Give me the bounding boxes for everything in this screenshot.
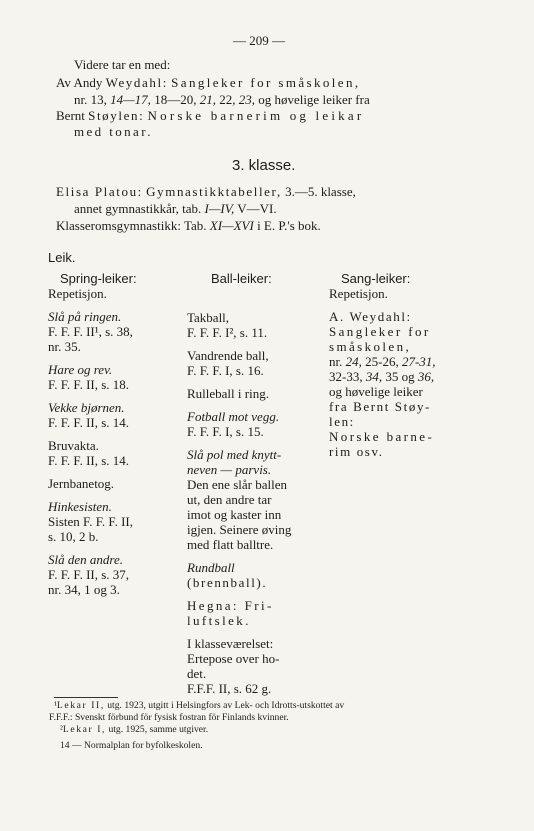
gym-line-1: Elisa Platou: Gymnastikktabeller, 3.—5. klasse,	[56, 184, 356, 199]
page-number: — 209 —	[233, 33, 285, 48]
author-stoylen: Støylen:	[88, 108, 145, 123]
footnote-rule	[54, 697, 118, 698]
col-sang-leiker: Sang-leiker: Repetisjon. A. Weydahl: Sangleker for småskolen, nr. 24, 25-26, 27-31, 32-33, 34, 35 og 36, og høvelige leiker fra Bernt Støy- len: Norske barne- rim osv.	[329, 271, 436, 459]
col2-header: Ball-leiker:	[211, 271, 272, 286]
intro-line-4: Bernt Støylen: Norske barnerim og leikar	[56, 108, 365, 123]
footnote-1: ¹Lekar II, utg. 1923, utgitt i Helsingfors av Lek- och Idrotts-utskottet av	[54, 700, 345, 711]
intro-line-5: med tonar.	[74, 124, 153, 139]
leik-heading: Leik.	[48, 250, 76, 265]
intro-line-1: Videre tar en med:	[74, 57, 171, 72]
book-title-norske-barnerim: Norske barnerim og leikar	[147, 108, 365, 123]
intro-line-3: nr. 13, 14—17, 18—20, 21, 22, 23, og høvelige leiker fra	[74, 92, 370, 107]
section-heading: 3. klasse.	[232, 157, 296, 174]
col3-header: Sang-leiker:	[341, 271, 411, 286]
intro-line-2: Av Andy Weydahl: Sangleker for småskolen,	[56, 75, 361, 90]
gym-line-3: Klasseromsgymnastikk: Tab. XI—XVI i E. P.'s bok.	[56, 218, 321, 233]
footnote-2: ²Lekar I, utg. 1925, samme utgiver.	[60, 724, 209, 735]
footnote-1-cont: F.F.F.: Svenskt förbund för fysisk fostran för Finlands kvinner.	[49, 712, 289, 723]
col1-header: Spring-leiker:	[60, 271, 137, 286]
col-ball-leiker: Ball-leiker: Takball, F. F. F. I², s. 11. Vandrende ball, F. F. F. I, s. 16. Rulleball i ring. Fotball mot vegg. F. F. F. I, s. 15. Slå pol med knytt- neven — parvis. Den ene slår ballen ut, den andre tar imot og kaster inn igjen. Seinere øving med flatt balltre. Rundball (brennball). Hegna: Fri- luftslek. I klasseværelset: Ertepose over ho- det. F.F.F. II, s. 62 g.	[187, 271, 292, 696]
author-weydahl: Weydahl:	[105, 75, 168, 90]
col-spring-leiker: Spring-leiker: Repetisjon. Slå på ringen. F. F. F. II¹, s. 38, nr. 35. Hare og rev. F. F. F. II, s. 18. Vekke bjørnen. F. F. F. II, s. 14. Bruvakta. F. F. F. II, s. 14. Jernbanetog. Hinkesisten. Sisten F. F. F. II, s. 10, 2 b. Slå den andre. F. F. F. II, s. 37, nr. 34, 1 og 3.	[48, 271, 137, 597]
book-title-sangleker: Sangleker for småskolen,	[171, 75, 361, 90]
gym-line-2: annet gymnastikkår, tab. I—IV, V—VI.	[74, 201, 277, 216]
printer-signature: 14 — Normalplan for byfolkeskolen.	[60, 740, 203, 751]
